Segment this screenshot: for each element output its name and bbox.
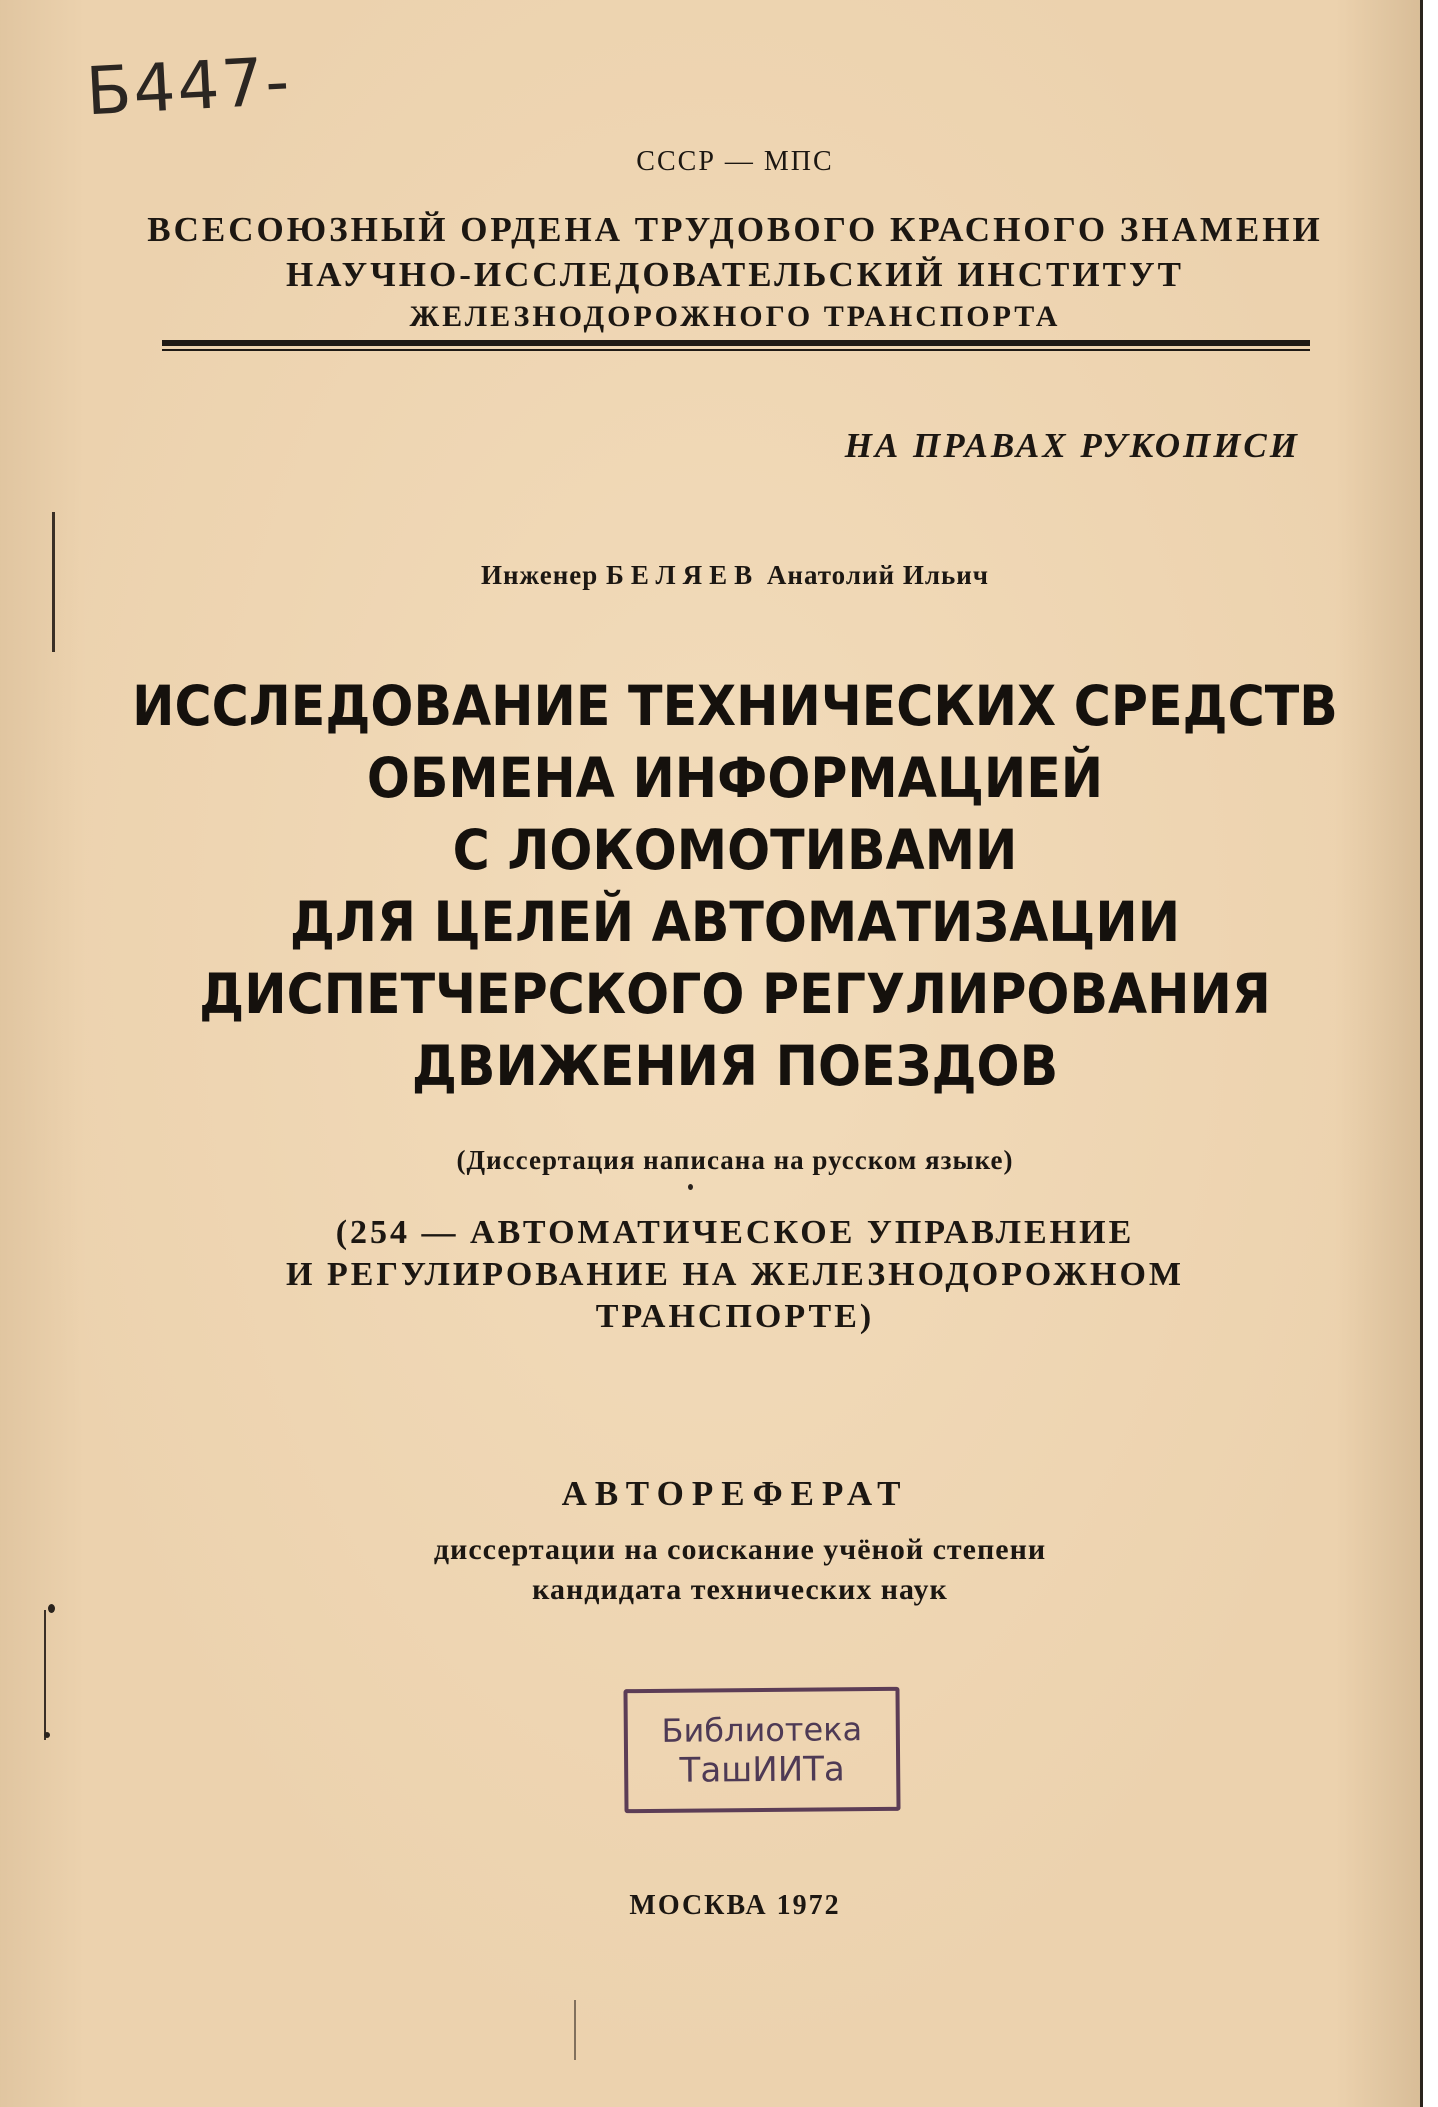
title-line-6: ДВИЖЕНИЯ ПОЕЗДОВ bbox=[411, 1034, 1059, 1098]
imprint-place-year: МОСКВА 1972 bbox=[629, 1890, 841, 1921]
paper-speck bbox=[44, 1732, 50, 1738]
binding-mark-lower bbox=[44, 1610, 46, 1740]
dissertation-title bbox=[0, 670, 1438, 1102]
scan-right-edge bbox=[1420, 0, 1438, 2107]
author-given-names: Анатолий Ильич bbox=[766, 560, 990, 590]
title-line-5: ДИСПЕТЧЕРСКОГО РЕГУЛИРОВАНИЯ bbox=[199, 962, 1271, 1026]
degree-line-2: кандидата технических наук bbox=[532, 1573, 948, 1606]
document-type-heading: АВТОРЕФЕРАТ bbox=[561, 1474, 909, 1513]
header-divider-thin bbox=[162, 349, 1310, 351]
paper-speck bbox=[48, 1604, 55, 1613]
language-note: (Диссертация написана на русском языке) bbox=[456, 1145, 1014, 1175]
specialty-block bbox=[0, 1212, 1438, 1338]
degree-line-1: диссертации на соискание учёной степени bbox=[433, 1533, 1047, 1566]
author-surname: БЕЛЯЕВ bbox=[606, 560, 760, 590]
library-stamp bbox=[623, 1687, 900, 1813]
title-line-4: ДЛЯ ЦЕЛЕЙ АВТОМАТИЗАЦИИ bbox=[289, 890, 1181, 954]
paper-speck bbox=[688, 1184, 693, 1190]
institute-line-1: ВСЕСОЮЗНЫЙ ОРДЕНА ТРУДОВОГО КРАСНОГО ЗНАМЕНИ bbox=[147, 210, 1323, 249]
title-line-3: С ЛОКОМОТИВАМИ bbox=[452, 818, 1018, 882]
author-line bbox=[0, 560, 1438, 591]
title-line-2: ОБМЕНА ИНФОРМАЦИЕЙ bbox=[366, 746, 1104, 810]
library-stamp-line-1: Библиотека bbox=[661, 1710, 863, 1750]
binding-mark-upper bbox=[52, 512, 55, 652]
handwritten-inventory-number: Б447- bbox=[84, 42, 293, 131]
library-stamp-line-2: ТашИИТа bbox=[679, 1749, 845, 1791]
author-title: Инженер bbox=[480, 560, 599, 590]
paper-crease bbox=[574, 2000, 576, 2060]
specialty-line-2: И РЕГУЛИРОВАНИЕ НА ЖЕЛЕЗНОДОРОЖНОМ bbox=[286, 1256, 1184, 1293]
specialty-line-3: ТРАНСПОРТЕ) bbox=[595, 1298, 875, 1335]
country-ministry-line: СССР — МПС bbox=[636, 146, 834, 177]
manuscript-notice: НА ПРАВАХ РУКОПИСИ bbox=[844, 426, 1300, 465]
degree-block bbox=[0, 1530, 1438, 1610]
institute-line-2: НАУЧНО-ИССЛЕДОВАТЕЛЬСКИЙ ИНСТИТУТ bbox=[286, 255, 1184, 294]
institute-line-3: ЖЕЛЕЗНОДОРОЖНОГО ТРАНСПОРТА bbox=[409, 300, 1061, 333]
title-line-1: ИССЛЕДОВАНИЕ ТЕХНИЧЕСКИХ СРЕДСТВ bbox=[132, 674, 1338, 738]
specialty-line-1: (254 — АВТОМАТИЧЕСКОЕ УПРАВЛЕНИЕ bbox=[335, 1214, 1135, 1251]
header-divider-thick bbox=[162, 340, 1310, 346]
